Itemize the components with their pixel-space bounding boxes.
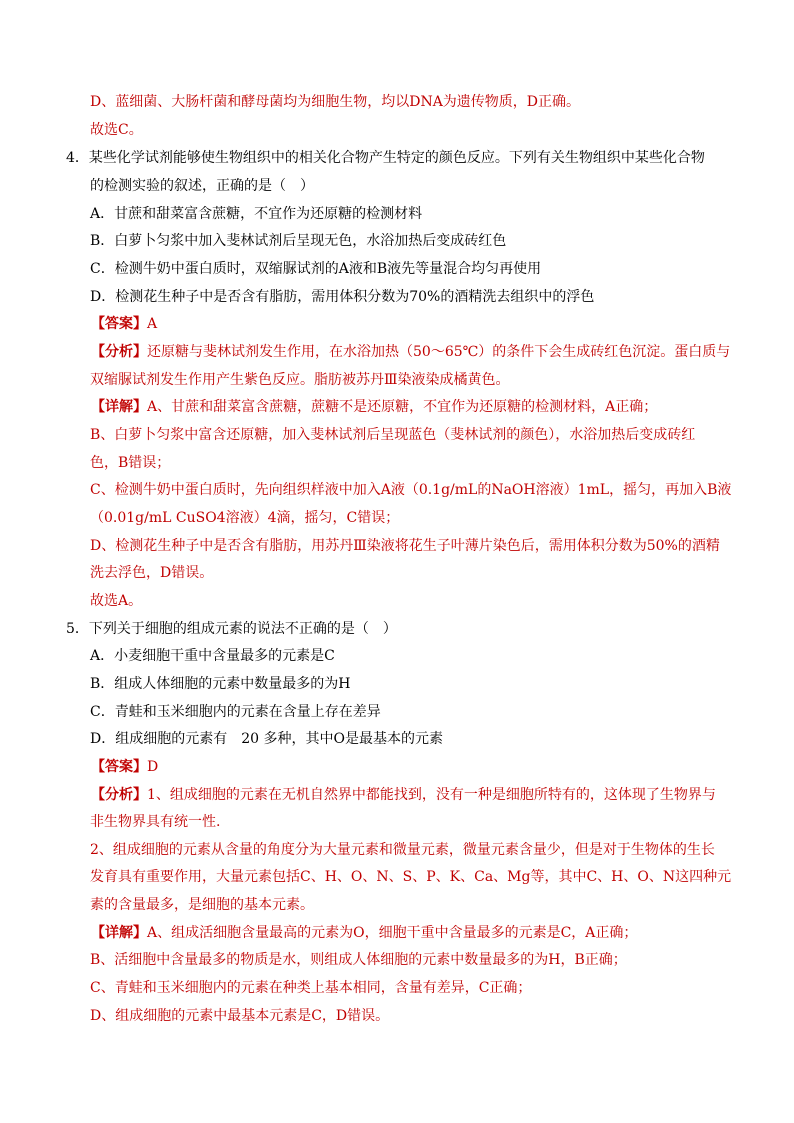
- section-line: [91, 397, 657, 417]
- section-tag: 【分析】: [91, 344, 147, 360]
- line-text: B．组成人体细胞的元素中数量最多的为H: [90, 676, 351, 692]
- text-line: [90, 204, 422, 224]
- line-text: D．检测花生种子中是否含有脂肪，需用体积分数为70%的酒精洗去组织中的浮色: [90, 289, 595, 305]
- section-line: [91, 342, 730, 362]
- line-text: 洗去浮色，D错误。: [90, 565, 214, 581]
- section-line: [91, 314, 157, 334]
- line-text: C、检测牛奶中蛋白质时，先向组织样液中加入A液（0.1g/mL的NaOH溶液）1mL，摇匀，再加入B液: [90, 482, 732, 498]
- text-line: [90, 508, 399, 528]
- line-text: A: [147, 316, 158, 332]
- line-text: 4．某些化学试剂能够使生物组织中的相关化合物产生特定的颜色反应。下列有关生物组织中某些化合物: [66, 150, 705, 166]
- line-text: D、检测花生种子中是否含有脂肪，用苏丹Ⅲ染液将花生子叶薄片染色后，需用体积分数为50%的酒精: [90, 538, 720, 554]
- line-text: A、甘蔗和甜菜富含蔗糖，蔗糖不是还原糖，不宜作为还原糖的检测材料，A正确；: [147, 399, 658, 415]
- text-line: [90, 453, 170, 473]
- section-tag: 【分析】: [91, 787, 147, 803]
- text-line: [90, 120, 143, 140]
- line-text: A．小麦细胞干重中含量最多的元素是C: [90, 648, 335, 664]
- line-text: 1、组成细胞的元素在无机自然界中都能找到，没有一种是细胞所特有的，这体现了生物界与: [147, 787, 716, 803]
- text-line: [90, 729, 443, 749]
- text-line: [90, 92, 580, 112]
- line-text: 故选C。: [90, 122, 143, 138]
- line-text: 故选A。: [90, 593, 143, 609]
- text-line: [90, 370, 510, 390]
- line-text: B．白萝卜匀浆中加入斐林试剂后呈现无色，水浴加热后变成砖红色: [90, 233, 507, 249]
- text-line: [90, 231, 506, 251]
- line-text: C、青蛙和玉米细胞内的元素在种类上基本相同，含量有差异，C正确；: [90, 980, 532, 996]
- section-tag: 【答案】: [91, 759, 147, 775]
- line-text: 发育具有重要作用，大量元素包括C、H、O、N、S、P、K、Ca、Mg等，其中C、H、O、N这四种元: [90, 869, 732, 885]
- line-text: 还原糖与斐林试剂发生作用，在水浴加热（50～65℃）的条件下会生成砖红色沉淀。蛋白质与: [147, 344, 731, 360]
- text-line: [90, 1006, 389, 1026]
- line-text: A、组成活细胞含量最高的元素为O，细胞干重中含量最多的元素是C，A正确；: [147, 925, 638, 941]
- text-line: [66, 619, 397, 639]
- line-text: D、组成细胞的元素中最基本元素是C，D错误。: [90, 1008, 390, 1024]
- text-line: [90, 812, 220, 832]
- line-text: A．甘蔗和甜菜富含蔗糖，不宜作为还原糖的检测材料: [90, 206, 423, 222]
- text-line: [90, 646, 335, 666]
- section-line: [91, 923, 637, 943]
- text-line: [90, 480, 731, 500]
- line-text: B、白萝卜匀浆中富含还原糖，加入斐林试剂后呈现蓝色（斐林试剂的颜色），水浴加热后变成砖红: [90, 427, 696, 443]
- line-text: C．检测牛奶中蛋白质时，双缩脲试剂的A液和B液先等量混合均匀再使用: [90, 261, 542, 277]
- text-line: [90, 674, 351, 694]
- text-line: [90, 591, 142, 611]
- line-text: （0.01g/mL CuSO4溶液）4滴，摇匀，C错误；: [90, 510, 400, 526]
- line-text: 非生物界具有统一性.: [90, 814, 221, 830]
- text-line: [90, 259, 541, 279]
- text-line: [90, 702, 381, 722]
- text-line: [90, 287, 594, 307]
- line-text: 素的含量最多，是细胞的基本元素。: [90, 897, 314, 913]
- text-line: [90, 950, 627, 970]
- section-line: [91, 785, 716, 805]
- section-line: [91, 757, 158, 777]
- section-tag: 【详解】: [91, 399, 147, 415]
- text-line: [90, 563, 213, 583]
- text-line: [90, 895, 314, 915]
- line-text: D、蓝细菌、大肠杆菌和酵母菌均为细胞生物，均以DNA为遗传物质，D正确。: [90, 94, 581, 110]
- text-line: [90, 867, 731, 887]
- line-text: 2、组成细胞的元素从含量的角度分为大量元素和微量元素，微量元素含量少，但是对于生物体的生长: [90, 842, 715, 858]
- text-line: [90, 840, 715, 860]
- line-text: 双缩脲试剂发生作用产生紫色反应。脂肪被苏丹Ⅲ染液染成橘黄色。: [90, 372, 510, 388]
- section-tag: 【答案】: [91, 316, 147, 332]
- text-line: [90, 536, 720, 556]
- line-text: C．青蛙和玉米细胞内的元素在含量上存在差异: [90, 704, 381, 720]
- line-text: 的检测实验的叙述，正确的是（ ）: [90, 178, 314, 194]
- line-text: D: [147, 759, 159, 775]
- line-text: 色，B错误；: [90, 455, 171, 471]
- text-line: [90, 176, 314, 196]
- text-line: [66, 148, 705, 168]
- line-text: D．组成细胞的元素有 20 多种，其中O是最基本的元素: [90, 731, 443, 747]
- section-tag: 【详解】: [91, 925, 147, 941]
- line-text: 5．下列关于细胞的组成元素的说法不正确的是（ ）: [66, 621, 397, 637]
- text-line: [90, 978, 531, 998]
- line-text: B、活细胞中含量最多的物质是水，则组成人体细胞的元素中数量最多的为H，B正确；: [90, 952, 627, 968]
- text-line: [90, 425, 695, 445]
